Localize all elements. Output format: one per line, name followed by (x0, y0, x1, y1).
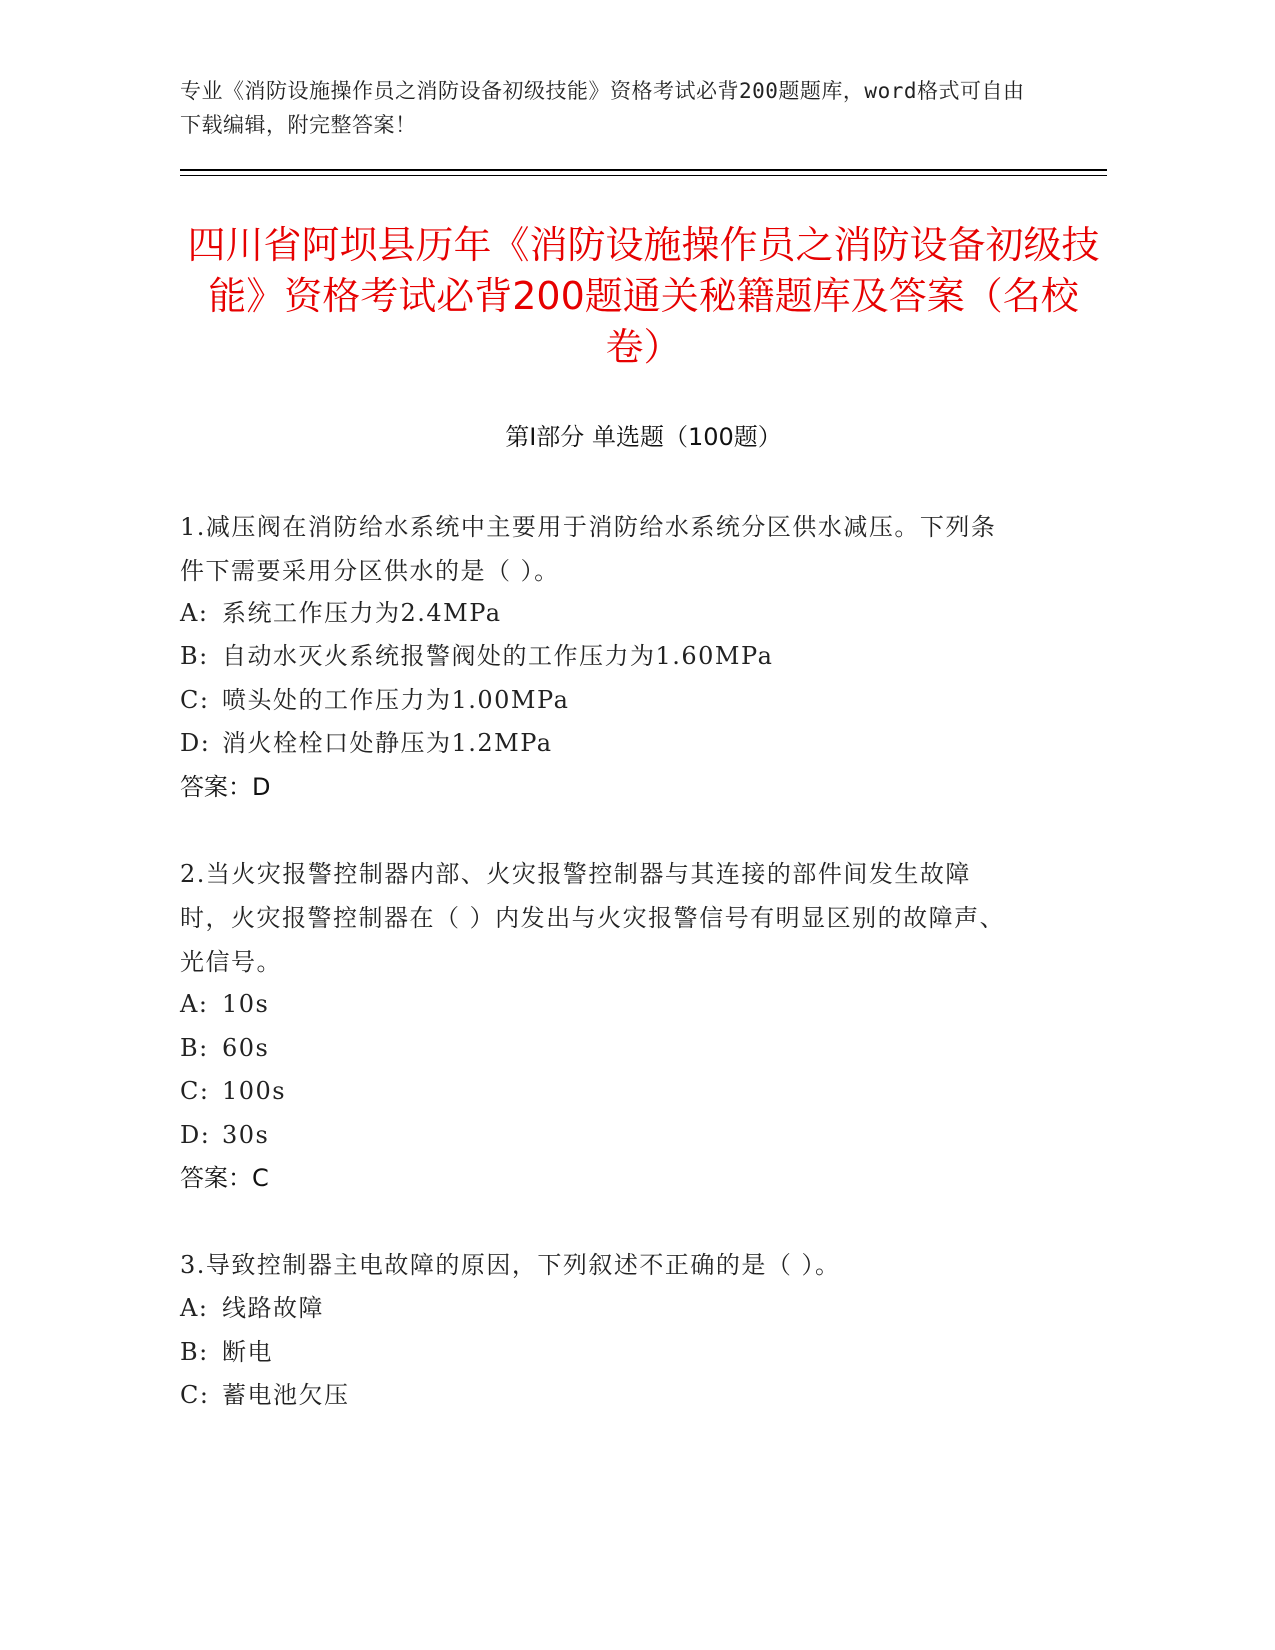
option-text: 60s (222, 1034, 270, 1062)
header-divider-thick (180, 169, 1107, 171)
question-1-option-d (180, 726, 1040, 760)
option-letter: A: (180, 599, 209, 627)
question-2-option-b (180, 1031, 1040, 1065)
option-letter: A: (180, 1294, 209, 1322)
option-letter: C: (180, 686, 210, 714)
question-1-answer: 答案：D (180, 773, 271, 801)
question-3-text: 3.导致控制器主电故障的原因，下列叙述不正确的是（ ）。 (180, 1251, 841, 1279)
option-text: 30s (222, 1121, 270, 1149)
option-text: 消火栓栓口处静压为1.2MPa (222, 729, 553, 757)
document-title: 四川省阿坝县历年《消防设施操作员之消防设备初级技能》资格考试必背200题通关秘籍题库及答案（名校卷） (187, 223, 1100, 369)
section-heading: 第Ⅰ部分 单选题（100题） (505, 423, 782, 451)
option-text: 线路故障 (222, 1294, 324, 1322)
question-2-option-c (180, 1074, 1040, 1108)
option-letter: C: (180, 1381, 210, 1409)
option-text: 蓄电池欠压 (222, 1381, 350, 1409)
question-1-option-a (180, 596, 1040, 630)
option-letter: A: (180, 990, 209, 1018)
option-letter: D: (180, 729, 211, 757)
question-1-option-c (180, 683, 1040, 717)
option-text: 系统工作压力为2.4MPa (222, 599, 502, 627)
option-letter: B: (180, 1034, 209, 1062)
question-3-option-b (180, 1335, 1040, 1369)
question-3-option-c (180, 1378, 1040, 1412)
header-note: 专业《消防设施操作员之消防设备初级技能》资格考试必背200题题库，word格式可自由下载编辑，附完整答案！ (180, 79, 1025, 137)
question-2-answer: 答案：C (180, 1164, 269, 1192)
option-text: 自动水灭火系统报警阀处的工作压力为1.60MPa (222, 642, 774, 670)
option-letter: D: (180, 1121, 211, 1149)
question-3-option-a (180, 1291, 1040, 1325)
option-text: 10s (222, 990, 270, 1018)
header-divider-thin (180, 175, 1107, 176)
option-text: 断电 (222, 1338, 273, 1366)
option-letter: B: (180, 642, 209, 670)
option-letter: C: (180, 1077, 210, 1105)
question-1-option-b (180, 639, 1040, 673)
question-2-option-d (180, 1118, 1040, 1152)
option-text: 喷头处的工作压力为1.00MPa (222, 686, 570, 714)
option-text: 100s (222, 1077, 287, 1105)
option-letter: B: (180, 1338, 209, 1366)
question-2-option-a (180, 987, 1040, 1021)
question-2-text: 2.当火灾报警控制器内部、火灾报警控制器与其连接的部件间发生故障时，火灾报警控制器在（ ）内发出与火灾报警信号有明显区别的故障声、光信号。 (180, 860, 1006, 976)
question-1-text: 1.减压阀在消防给水系统中主要用于消防给水系统分区供水减压。下列条件下需要采用分区供水的是（ ）。 (180, 513, 997, 585)
